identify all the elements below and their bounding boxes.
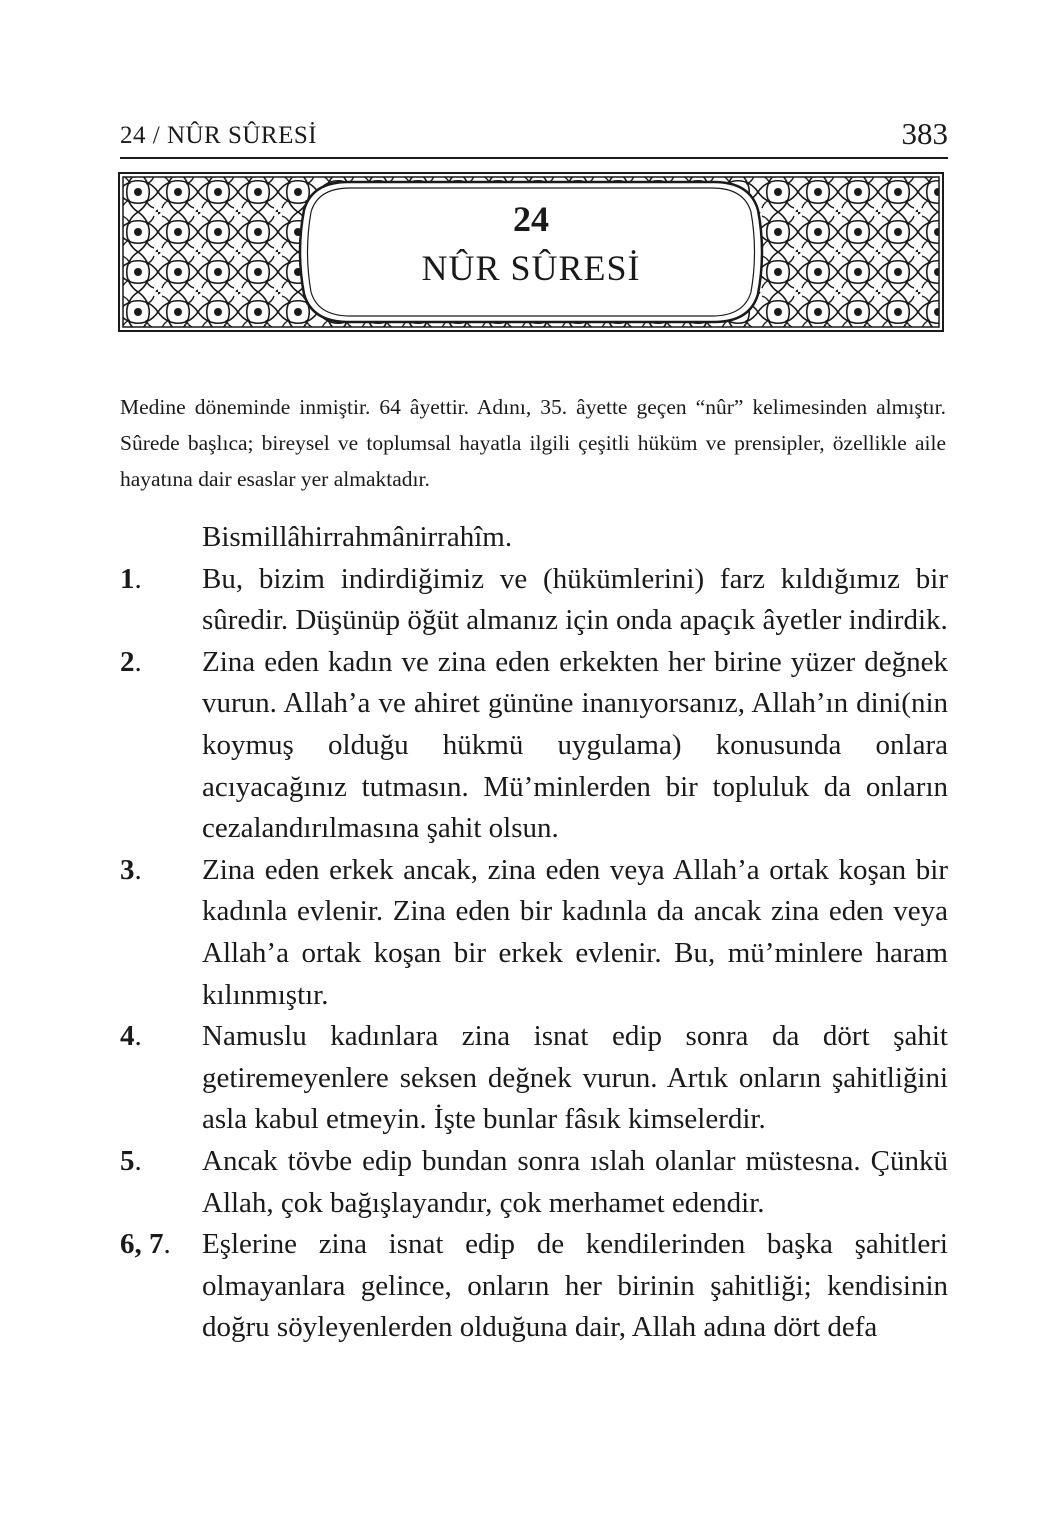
surah-banner [118,172,944,332]
verse-3 [120,850,948,1016]
verse-number: 6, 7. [120,1228,171,1261]
verse-6-7 [120,1224,948,1349]
verse-number: 1. [120,562,142,595]
surah-title: NÛR SÛRESİ [421,248,641,288]
intro-text: Medine döneminde inmiştir. 64 âyettir. Adını, 35. âyette geçen “nûr” kelimesinden almıştır. Sûrede başlıca; bireysel ve toplumsal hayatla ilgili çeşitli hüküm ve prensipler, özellikle aile hayatına dair esaslar yer almaktadır. [120,395,946,491]
verse-2 [120,642,948,850]
verse-number: 5. [120,1144,142,1177]
page-number: 383 [901,116,948,151]
verse-text: Zina eden erkek ancak, zina eden veya Allah’a ortak koşan bir kadınla evlenir. Zina eden bir kadınla da ancak zina eden veya Allah’a ortak koşan bir erkek evlenir. Bu, mü’minlere haram kılınmıştır. [202,853,948,1011]
verse-list [120,517,948,1349]
verse-text: Eşlerine zina isnat edip de kendilerinden başka şahitleri olmayanlara gelince, onların her birinin şahitliği; kendisinin doğru söyleyenlerden olduğuna dair, Allah adına dört defa [202,1228,948,1344]
intro-paragraph [120,389,946,497]
verse-number: 2. [120,645,142,678]
verse-text: Zina eden kadın ve zina eden erkekten her birine yüzer değnek vurun. Allah’a ve ahiret gününe inanıyorsanız, Allah’ın dini(nin koymuş olduğu hükmü uygulama) konusunda onlara acıyacağınız tutmasın. Mü’minlerden bir topluluk da onların cezalandırılmasına şahit olsun. [202,645,948,845]
verse-number: 3. [120,853,142,886]
running-head [120,112,948,156]
verse-4 [120,1016,948,1141]
verse-1 [120,559,948,642]
verse-5 [120,1141,948,1224]
header-rule [120,157,948,159]
verse-text: Namuslu kadınlara zina isnat edip sonra da dört şahit getiremeyenlere seksen değnek vurun. Artık onların şahitliğini asla kabul etmeyin. İşte bunlar fâsık kimselerdir. [202,1020,948,1136]
verse-text: Bu, bizim indirdiğimiz ve (hükümlerini) farz kıldığımız bir sûredir. Düşünüp öğüt almanız için onda apaçık âyetler indirdik. [202,562,948,637]
basmala: Bismillâhirrahmânirrahîm. [202,521,513,553]
verse-number: 4. [120,1020,142,1053]
surah-number: 24 [513,199,549,239]
running-title: 24 / NÛR SÛRESİ [120,122,318,149]
verse-text: Ancak tövbe edip bundan sonra ıslah olanlar müstesna. Çünkü Allah, çok bağışlayandır, çok merhamet edendir. [202,1144,948,1219]
